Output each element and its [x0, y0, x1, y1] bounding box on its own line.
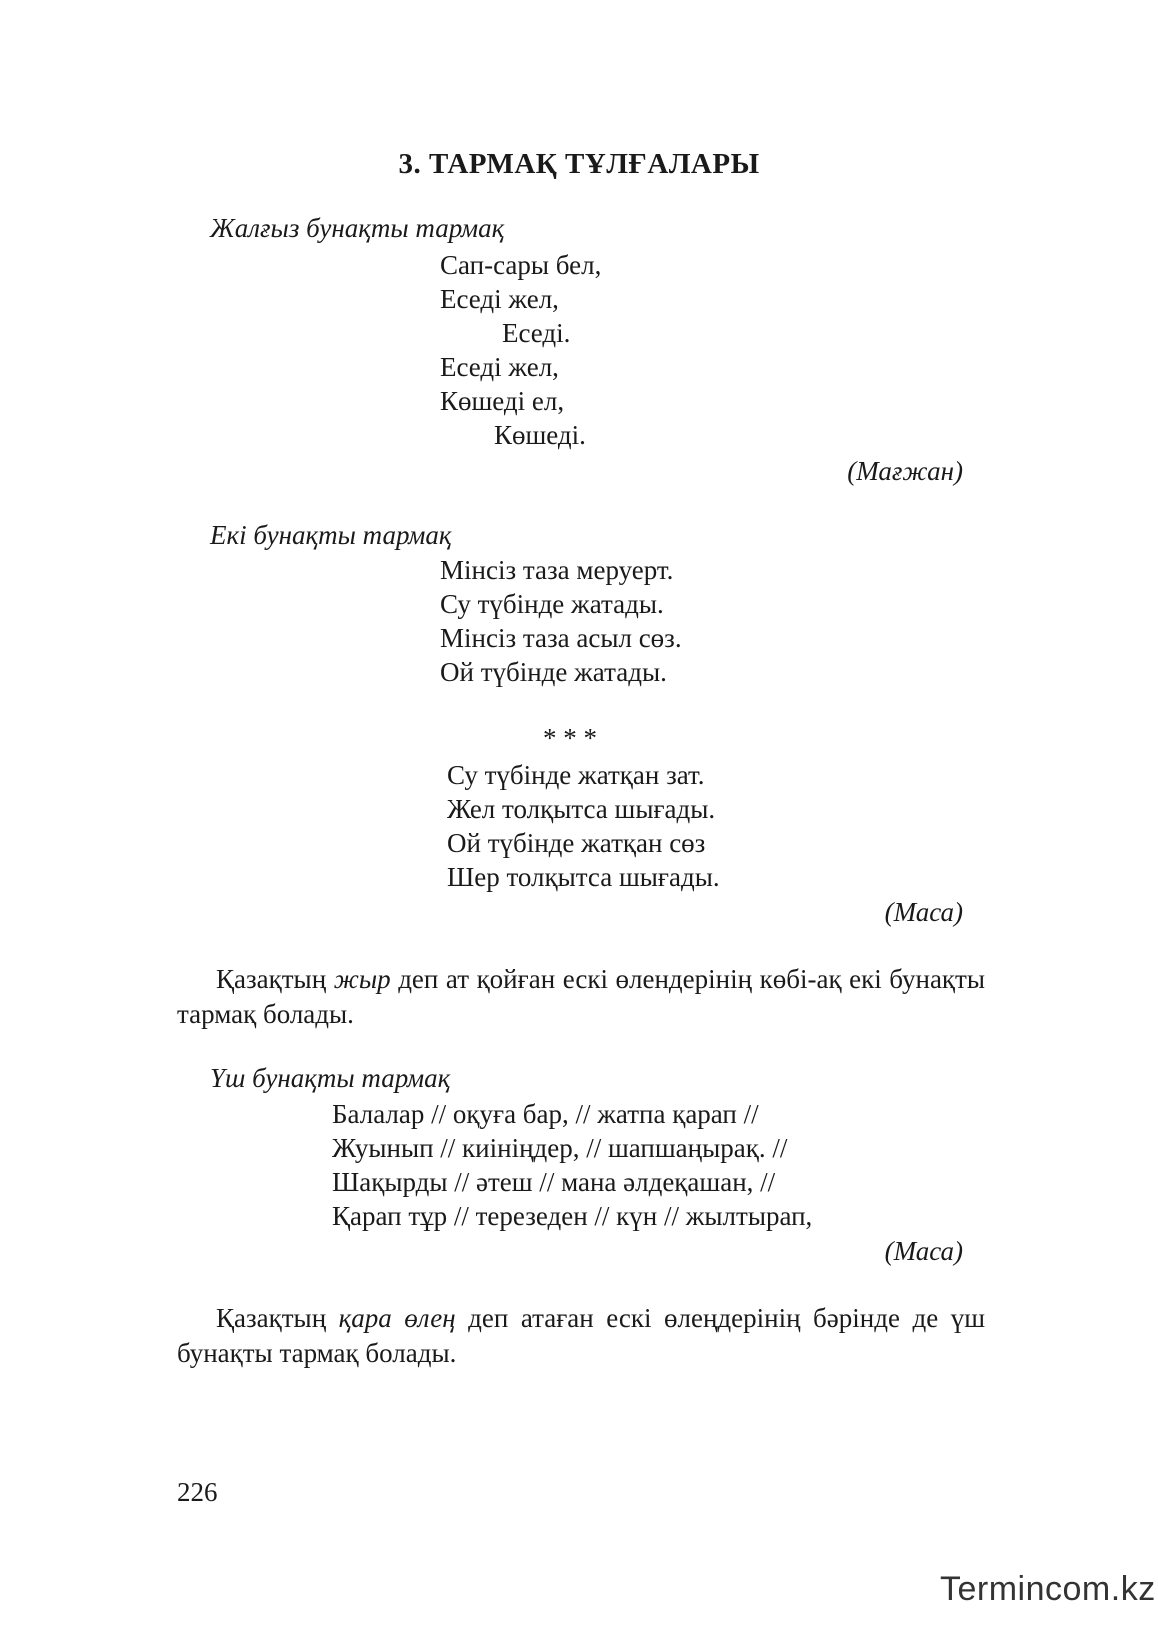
poem-line: Еседі жел,	[440, 352, 559, 382]
poem-line: Көшеді.	[494, 420, 586, 450]
para-text: деп атаған ескі өлеңдерінің бәрінде де үш бунақты тармақ болады.	[177, 1303, 985, 1368]
poem-line: Су түбінде жатқан зат.	[447, 760, 705, 790]
poem-line: Көшеді ел,	[440, 386, 565, 416]
page-title: 3. ТАРМАҚ ТҰЛҒАЛАРЫ	[398, 148, 760, 180]
poem-line: Балалар // оқуға бар, // жатпа қарап //	[332, 1099, 759, 1129]
stanza-separator: * * *	[543, 723, 597, 753]
poem-line: Еседі жел,	[440, 284, 559, 314]
para-emphasis: жыр	[333, 964, 391, 994]
poem-line: Сап-сары бел,	[440, 250, 602, 280]
poem-author: (Маса)	[884, 897, 963, 927]
poem-line: Шер толқытса шығады.	[447, 862, 720, 892]
poem-line: Ой түбінде жатқан сөз	[447, 828, 706, 858]
poem-author: (Мағжан)	[847, 456, 963, 486]
poem-line: Шақырды // әтеш // мана әлдеқашан, //	[332, 1167, 776, 1197]
section-subtitle: Екі бунақты тармақ	[210, 520, 452, 550]
watermark-logo: Termincom.kz	[940, 1570, 1156, 1608]
para-emphasis: қара өлең	[338, 1303, 456, 1333]
para-text: Қазақтың	[216, 1303, 339, 1333]
body-paragraph	[177, 962, 985, 1032]
poem-author: (Маса)	[884, 1236, 963, 1266]
page-number: 226	[177, 1477, 218, 1507]
poem-line: Ой түбінде жатады.	[440, 657, 667, 687]
section-subtitle: Жалғыз бунақты тармақ	[210, 213, 505, 243]
para-text: деп ат қойған ескі өлендерінің көбі-ақ екі бунақты тармақ болады.	[177, 964, 985, 1029]
poem-line: Су түбінде жатады.	[440, 589, 664, 619]
poem-line: Мінсіз таза меруерт.	[440, 555, 674, 585]
section-subtitle: Үш бунақты тармақ	[210, 1063, 451, 1093]
poem-line: Қарап тұр // терезеден // күн // жылтырап,	[332, 1201, 813, 1231]
body-paragraph	[177, 1301, 985, 1371]
poem-line: Еседі.	[502, 318, 571, 348]
poem-line: Жуынып // киініңдер, // шапшаңырақ. //	[332, 1133, 788, 1163]
para-text: Қазақтың	[216, 964, 334, 994]
poem-line: Жел толқытса шығады.	[447, 794, 716, 824]
poem-line: Мінсіз таза асыл сөз.	[440, 623, 682, 653]
